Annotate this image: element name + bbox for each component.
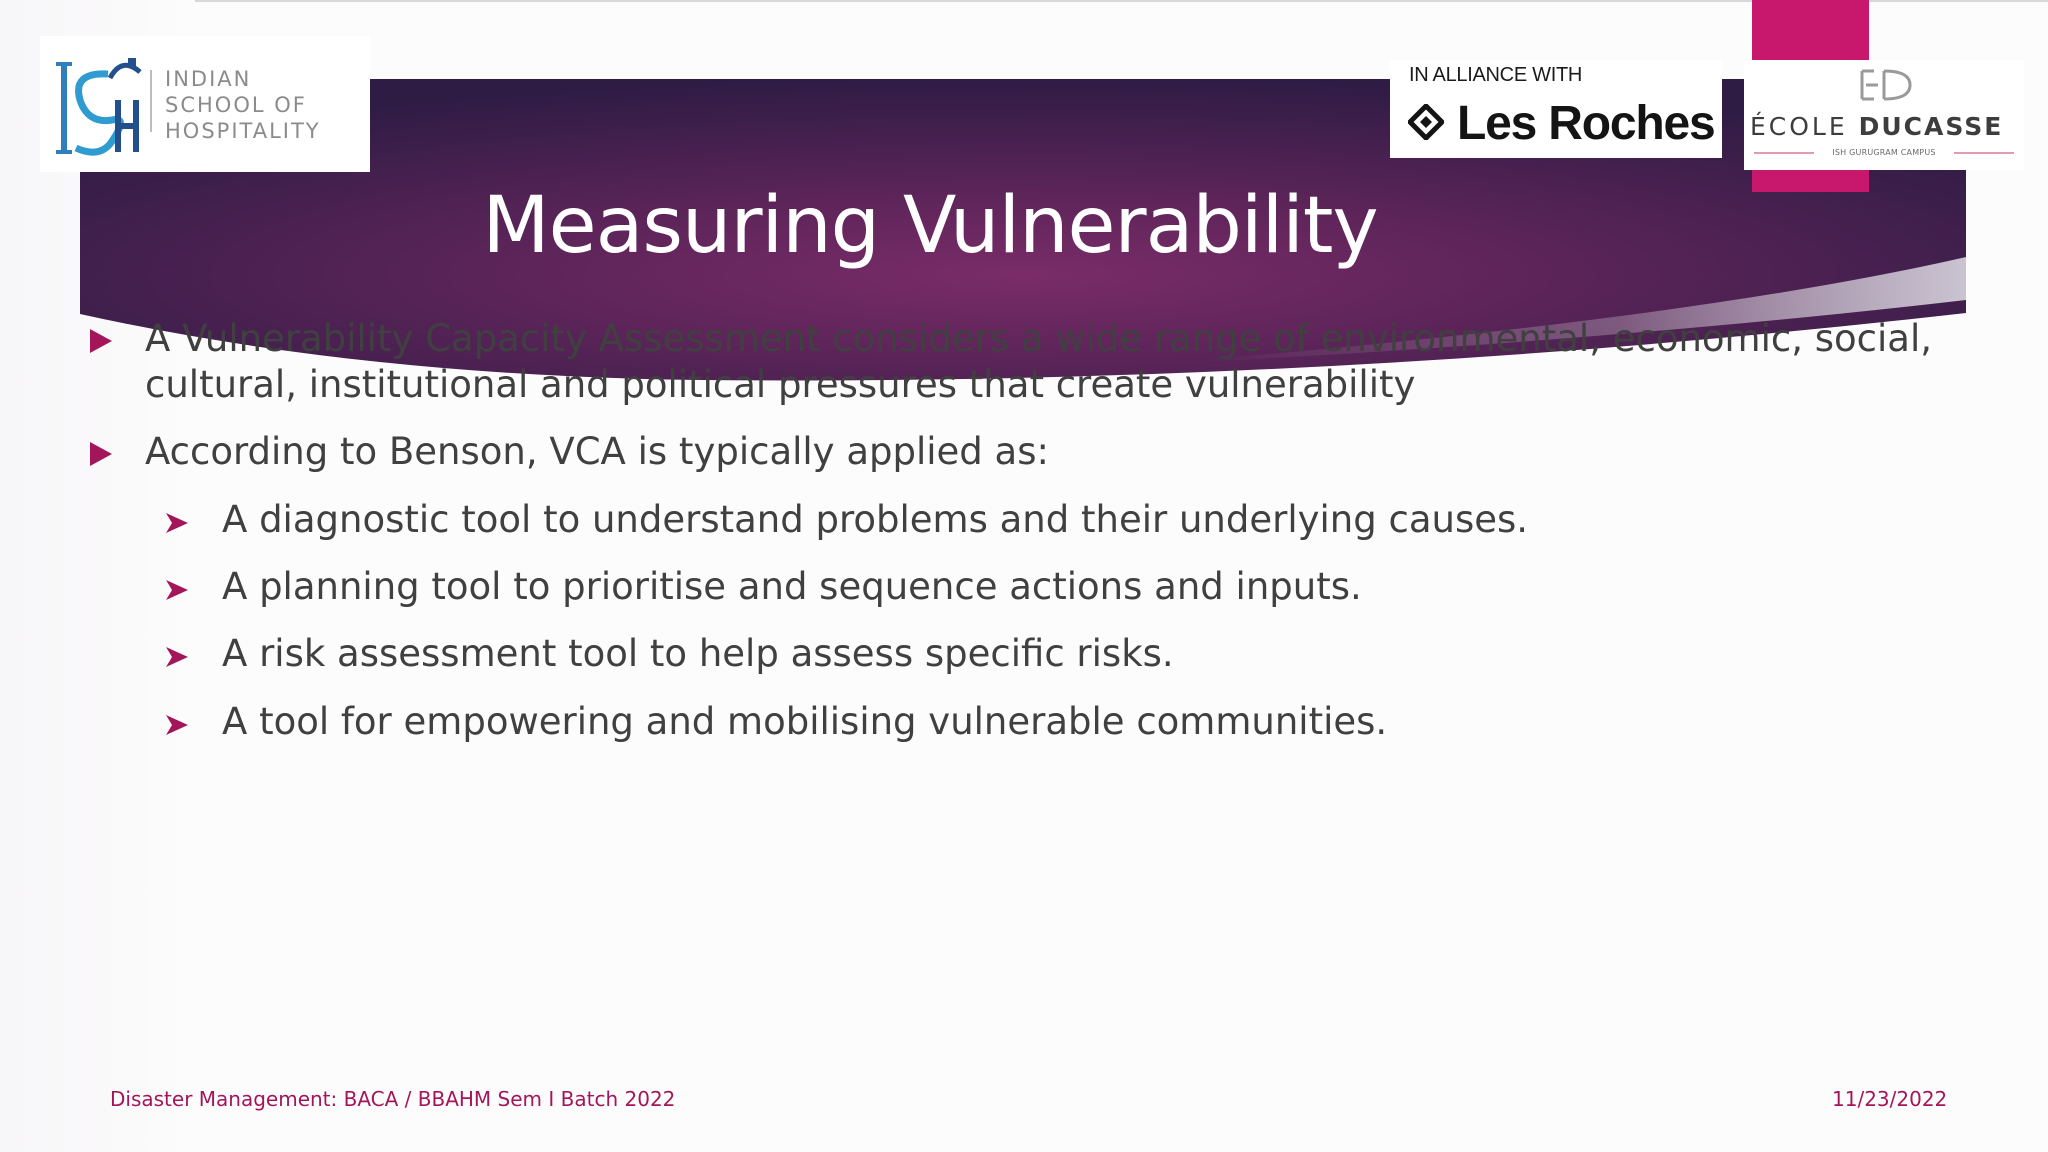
les-roches-name: Les Roches (1457, 97, 1715, 150)
ish-monogram-icon (50, 48, 150, 160)
arrowhead-right-icon (166, 647, 188, 667)
ed-monogram-icon (1856, 65, 1916, 105)
ed-subtitle-rule-right (1954, 152, 2014, 154)
ish-divider (150, 70, 152, 132)
footer-date: 11/23/2022 (1832, 1087, 1948, 1111)
ecole-ducasse-campus: ISH GURUGRAM CAMPUS (1832, 148, 1936, 157)
sub-bullet-item (222, 564, 1922, 610)
sub-bullet-text: A risk assessment tool to help assess specific risks. (222, 632, 1174, 675)
sub-bullet-item (222, 699, 1922, 745)
ecole-ducasse-name (1750, 112, 2020, 141)
ecole-ducasse-logo (1744, 60, 2024, 170)
ish-line-2: SCHOOL OF (165, 93, 307, 117)
ecole-word: ÉCOLE (1750, 112, 1848, 141)
ed-subtitle-rule-left (1754, 152, 1814, 154)
sub-bullet-text: A diagnostic tool to understand problems and their underlying causes. (222, 498, 1529, 541)
bullet-item (145, 316, 1935, 408)
triangle-right-icon (90, 442, 112, 466)
bullet-text: According to Benson, VCA is typically applied as: (145, 430, 1049, 473)
sub-bullet-item (222, 497, 1922, 543)
ducasse-word: DUCASSE (1858, 112, 2004, 141)
ish-wordmark (165, 66, 365, 144)
bullet-text: A Vulnerability Capacity Assessment considers a wide range of environmental, economic, social, cultural, institutional and political pressures that create vulnerability (145, 317, 1932, 406)
alliance-caption: IN ALLIANCE WITH (1409, 64, 1583, 86)
diamond-icon (1408, 104, 1444, 140)
les-roches-logo (1390, 60, 1722, 158)
footer-course-info: Disaster Management: BACA / BBAHM Sem I Batch 2022 (110, 1087, 676, 1111)
ish-line-3: HOSPITALITY (165, 119, 321, 143)
arrowhead-right-icon (166, 580, 188, 600)
bullet-item (145, 429, 1935, 475)
slide-title: Measuring Vulnerability (482, 181, 1378, 271)
triangle-right-icon (90, 329, 112, 353)
sub-bullet-text: A tool for empowering and mobilising vulnerable communities. (222, 700, 1388, 743)
sub-bullet-item (222, 631, 1922, 677)
ish-logo (40, 36, 370, 172)
arrowhead-right-icon (166, 715, 188, 735)
arrowhead-right-icon (166, 513, 188, 533)
ish-line-1: INDIAN (165, 67, 252, 91)
sub-bullet-text: A planning tool to prioritise and sequence actions and inputs. (222, 565, 1362, 608)
